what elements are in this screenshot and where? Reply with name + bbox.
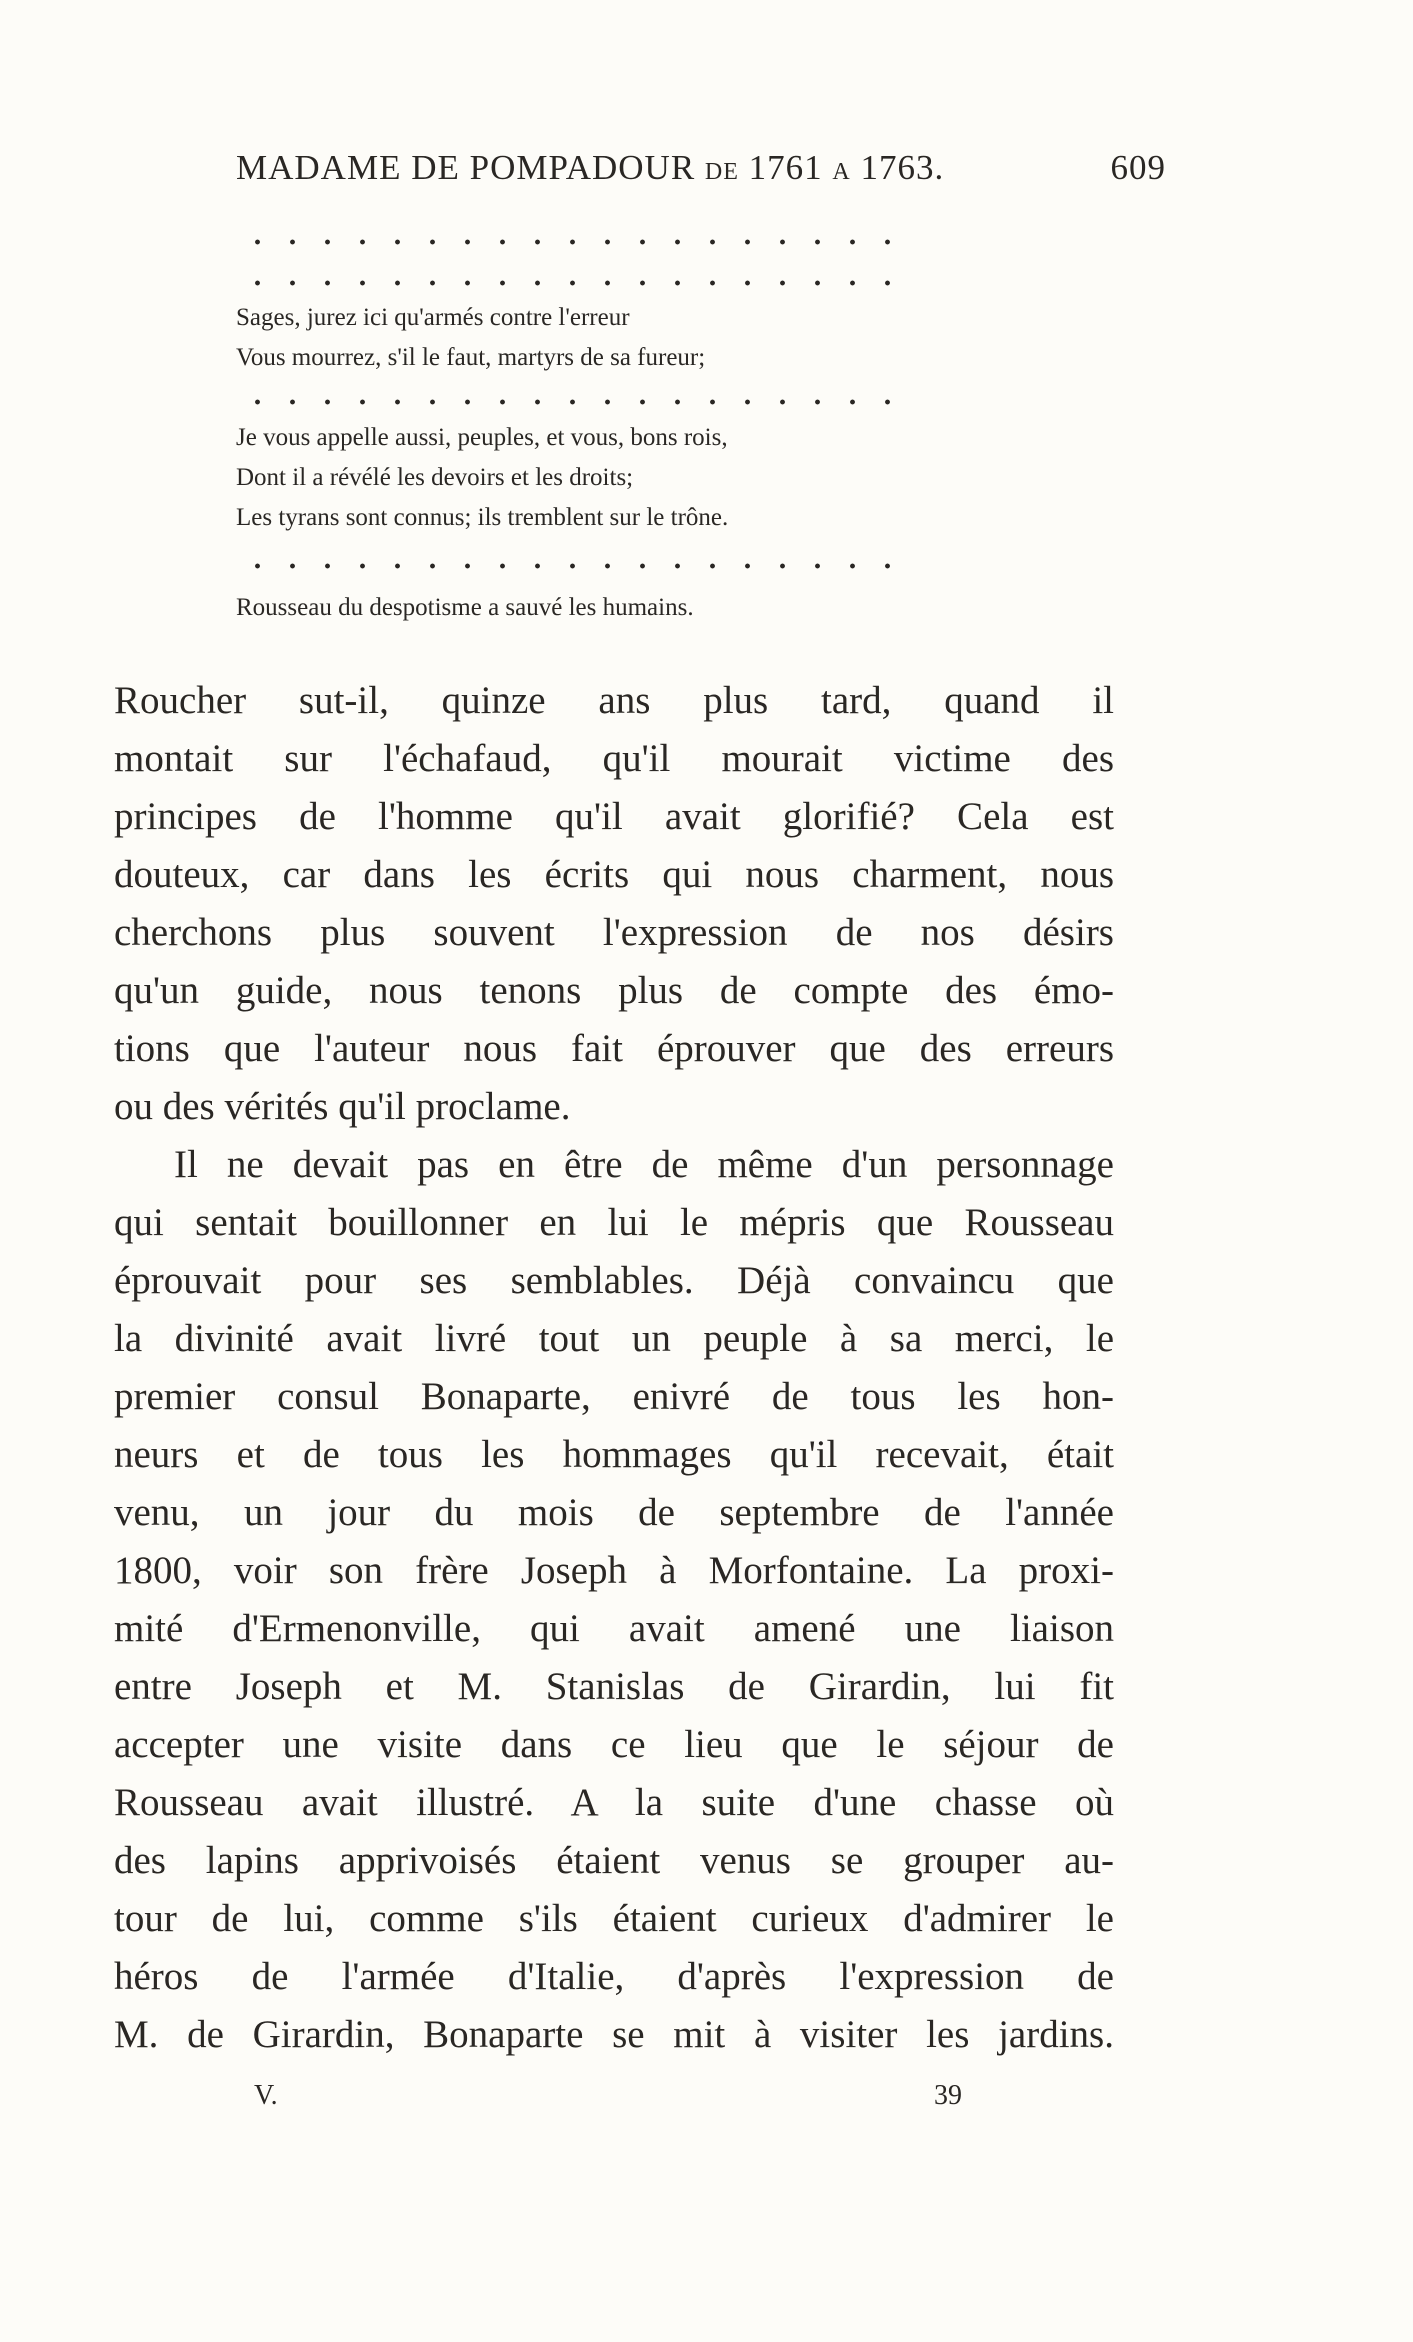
verse-line: Dont il a révélé les devoirs et les droits; (236, 464, 634, 491)
verse-line: Je vous appelle aussi, peuples, et vous, bons rois, (236, 424, 728, 451)
text-line: Roucher sut-il, quinze ans plus tard, quand il (114, 679, 1114, 722)
text-line: ou des vérités qu'il proclame. (114, 1085, 571, 1128)
text-line: M. de Girardin, Bonaparte se mit à visiter les jardins. (114, 2013, 1114, 2056)
page-number: 609 (1110, 148, 1166, 187)
page-footer (254, 2080, 974, 2120)
text-line: héros de l'armée d'Italie, d'après l'expression de (114, 1955, 1114, 1998)
verse-line: Sages, jurez ici qu'armés contre l'erreur (236, 304, 630, 331)
verse-line: Les tyrans sont connus; ils tremblent sur le trône. (236, 504, 729, 531)
text-line: venu, un jour du mois de septembre de l'année (114, 1491, 1114, 1534)
title-small-a: A (832, 159, 851, 185)
title-year-end: 1763. (860, 148, 945, 187)
text-line: premier consul Bonaparte, enivré de tous les hon- (114, 1375, 1114, 1418)
verse-stanza-2 (236, 418, 728, 538)
ellipsis-row (240, 562, 905, 570)
text-line: la divinité avait livré tout un peuple à sa merci, le (114, 1317, 1114, 1360)
ellipsis-row (240, 238, 905, 246)
verse-line: Rousseau du despotisme a sauvé les humains. (236, 594, 694, 621)
text-line: tour de lui, comme s'ils étaient curieux d'admirer le (114, 1897, 1114, 1940)
running-title (236, 148, 944, 188)
text-line: douteux, car dans les écrits qui nous charment, nous (114, 853, 1114, 896)
verse-stanza-3 (236, 588, 694, 628)
text-line: principes de l'homme qu'il avait glorifié? Cela est (114, 795, 1114, 838)
ellipsis-row (240, 279, 905, 287)
verse-line: Vous mourrez, s'il le faut, martyrs de sa fureur; (236, 344, 706, 371)
text-line: Il ne devait pas en être de même d'un personnage (174, 1143, 1114, 1186)
volume-mark: V. (254, 2080, 278, 2111)
ellipsis-row (240, 398, 905, 406)
text-line: Rousseau avait illustré. A la suite d'une chasse où (114, 1781, 1114, 1824)
paragraph-1 (114, 672, 1114, 1136)
text-line: 1800, voir son frère Joseph à Morfontaine. La proxi- (114, 1549, 1114, 1592)
running-header (236, 148, 1166, 198)
text-line: mité d'Ermenonville, qui avait amené une liaison (114, 1607, 1114, 1650)
paragraph-2 (114, 1136, 1114, 2064)
title-small-de: DE (704, 159, 739, 185)
title-main: MADAME DE POMPADOUR (236, 148, 696, 187)
text-line: entre Joseph et M. Stanislas de Girardin, lui fit (114, 1665, 1114, 1708)
text-line: qui sentait bouillonner en lui le mépris que Rousseau (114, 1201, 1114, 1244)
text-line: qu'un guide, nous tenons plus de compte des émo- (114, 969, 1114, 1012)
signature-mark: 39 (934, 2080, 962, 2111)
text-line: des lapins apprivoisés étaient venus se grouper au- (114, 1839, 1114, 1882)
text-line: éprouvait pour ses semblables. Déjà convaincu que (114, 1259, 1114, 1302)
text-line: accepter une visite dans ce lieu que le séjour de (114, 1723, 1114, 1766)
text-line: montait sur l'échafaud, qu'il mourait victime des (114, 737, 1114, 780)
title-year-start: 1761 (748, 148, 823, 187)
text-line: neurs et de tous les hommages qu'il recevait, était (114, 1433, 1114, 1476)
verse-stanza-1 (236, 298, 705, 378)
text-line: tions que l'auteur nous fait éprouver que des erreurs (114, 1027, 1114, 1070)
text-line: cherchons plus souvent l'expression de nos désirs (114, 911, 1114, 954)
